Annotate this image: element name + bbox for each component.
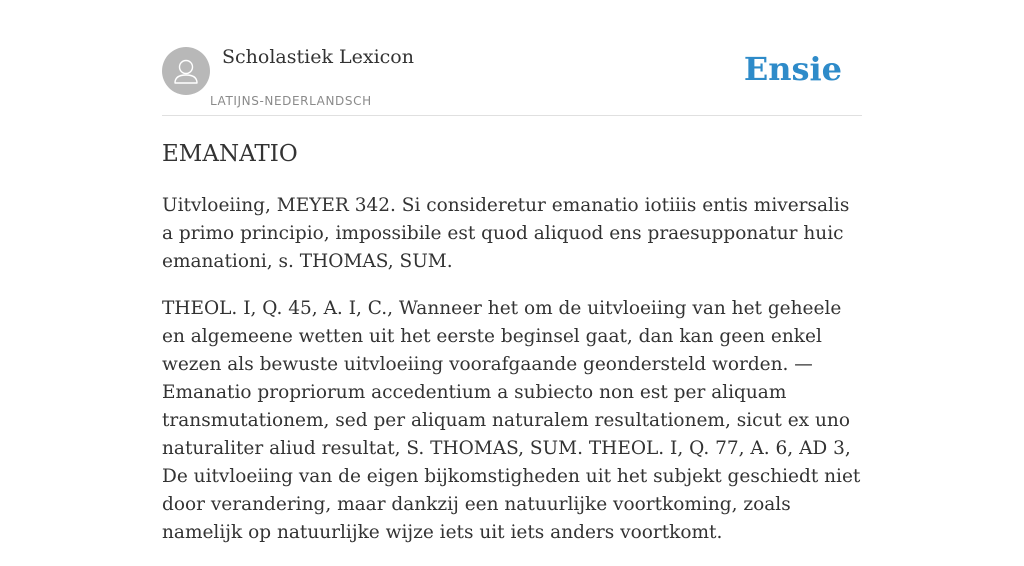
entry-paragraph: Uitvloeiing, MEYER 342. Si consideretur emanatio iotiiis entis miversalis a primo principio, impossibile est quod aliquod ens praesupponatur huic emanationi, s. THOMAS, SUM. — [162, 195, 850, 272]
lexicon-avatar[interactable] — [162, 47, 210, 95]
user-icon — [162, 47, 210, 95]
entry-paragraph: THEOL. I, Q. 45, A. I, C., Wanneer het om de uitvloeiing van het geheele en algemeene wetten uit het eerste beginsel gaat, dan kan geen enkel wezen als bewuste uitvloeiing voorafgaande geondersteld worden. — Emanatio propriorum accedentium a subiecto non est per aliquam transmutationem, sed per aliquam naturalem resultationem, sicut ex uno naturaliter aliud resultat, S. THOMAS, SUM. THEOL. I, Q. 77, A. 6, AD 3, De uitvloeiing van de eigen bijkomstigheden uit het subjekt geschiedt niet door verandering, maar dankzij een natuurlijke voortkoming, zoals namelijk op natuurlijke wijze iets uit iets anders voortkomt. — [162, 298, 861, 543]
lexicon-header — [162, 44, 862, 116]
lexicon-subtitle: LATIJNS-NEDERLANDSCH — [210, 94, 372, 108]
entry-title: EMANATIO — [162, 141, 298, 167]
lexicon-title-link[interactable]: Scholastiek Lexicon — [222, 46, 414, 68]
ensie-logo-link[interactable]: Ensie — [743, 50, 842, 88]
entry-content — [162, 138, 862, 566]
